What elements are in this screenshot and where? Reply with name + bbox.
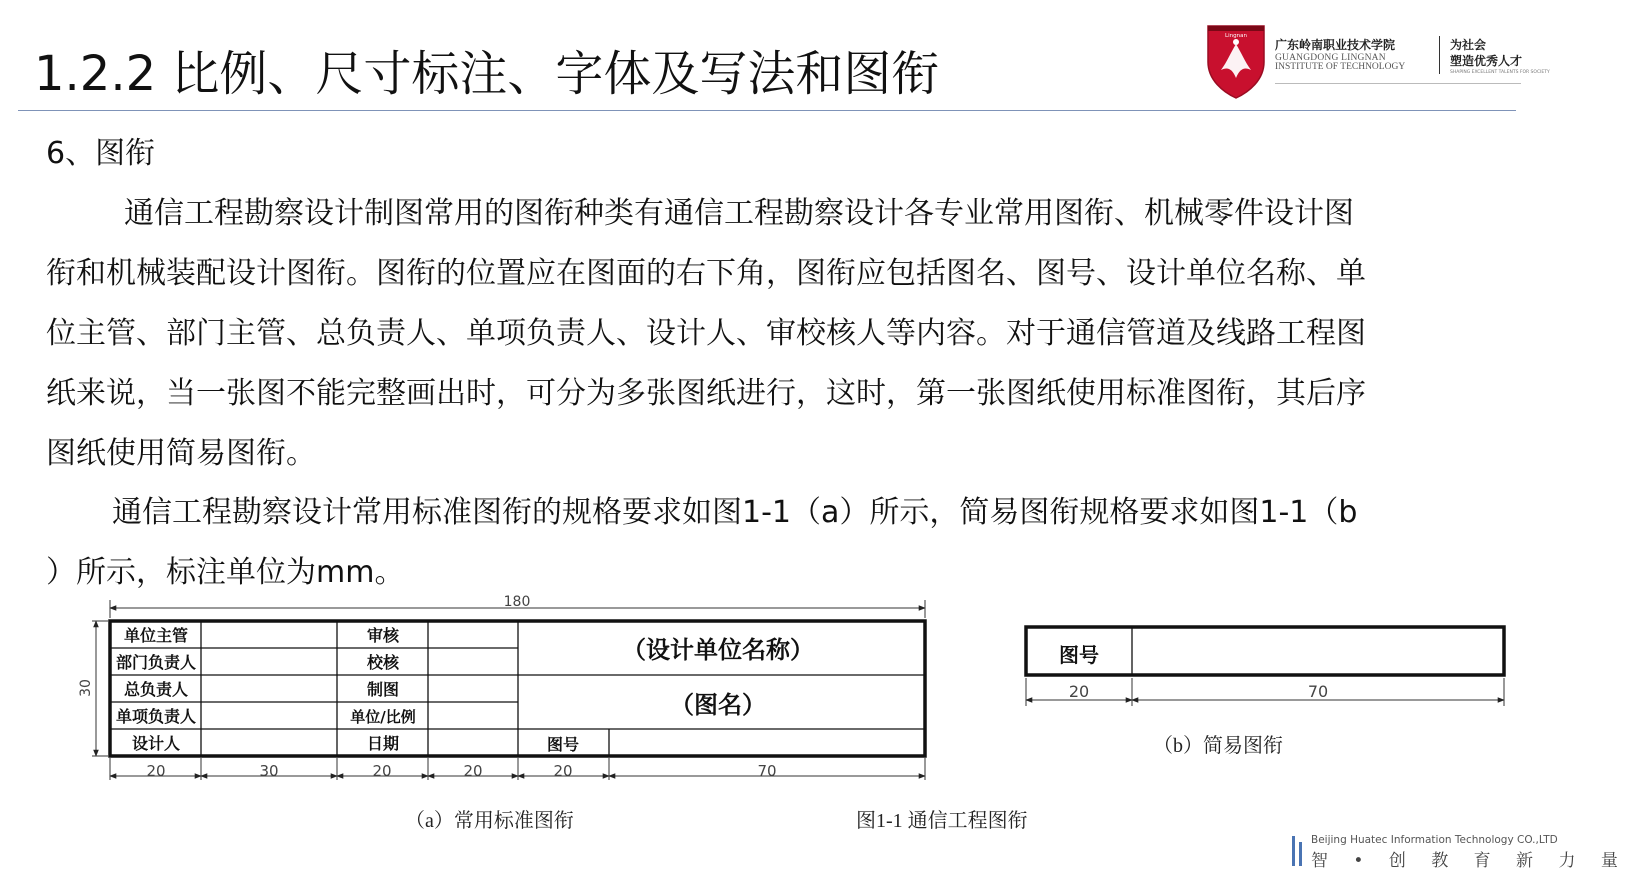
motto-line-1: 为社会 xyxy=(1450,38,1487,52)
label-designer: 设计人 xyxy=(131,734,181,753)
shield-emblem-icon xyxy=(1205,22,1267,100)
logo-underline xyxy=(1275,83,1521,84)
paragraph-1 xyxy=(46,184,1516,484)
dimension-col-1: 20 xyxy=(146,762,166,780)
simple-title-block-figure xyxy=(1010,610,1520,712)
label-chief-responsible: 总负责人 xyxy=(123,680,189,699)
dimension-total-width: 180 xyxy=(503,594,531,610)
school-name-en-2: INSTITUTE OF TECHNOLOGY xyxy=(1275,62,1406,72)
standard-title-block-figure xyxy=(68,588,938,788)
dimension-simple-col-2: 70 xyxy=(1307,682,1329,701)
section-heading: 6、图衔 xyxy=(46,136,156,171)
label-unit-supervisor: 单位主管 xyxy=(123,626,189,645)
label-date: 日期 xyxy=(366,734,400,753)
label-unit-scale: 单位/比例 xyxy=(350,708,416,726)
footer-branding xyxy=(1290,832,1628,872)
school-name-cn: 广东岭南职业技术学院 xyxy=(1275,38,1396,52)
figure-a-caption: （a）常用标准图衔 xyxy=(405,810,574,832)
label-review: 审核 xyxy=(366,626,400,645)
shield-text: Lingnan xyxy=(1225,33,1247,39)
label-check: 校核 xyxy=(366,653,400,672)
figure-b-caption: （b）简易图衔 xyxy=(1153,735,1283,757)
dimension-col-3: 20 xyxy=(372,762,392,780)
company-name-en: Beijing Huatec Information Technology CO.,LTD xyxy=(1311,834,1558,846)
school-name-en-1: GUANGDONG LINGNAN xyxy=(1275,53,1386,63)
dimension-simple-col-1: 20 xyxy=(1068,682,1090,701)
dimension-col-4: 20 xyxy=(463,762,483,780)
paragraph-line: 图纸使用简易图衔。 xyxy=(46,436,316,471)
label-drawing-number: 图号 xyxy=(546,735,580,754)
company-logo-icon xyxy=(1290,836,1306,866)
paragraph-line: ）所示，标注单位为mm。 xyxy=(46,555,405,590)
paragraph-2 xyxy=(46,483,1516,603)
dimension-col-6: 70 xyxy=(757,762,777,780)
company-slogan: 智 • 创 教 育 新 力 量 xyxy=(1311,851,1628,871)
paragraph-line: 位主管、部门主管、总负责人、单项负责人、设计人、审校核人等内容。对于通信管道及线路工程图 xyxy=(46,316,1366,351)
label-design-unit-name: （设计单位名称） xyxy=(622,636,814,664)
dimension-height: 30 xyxy=(78,679,94,697)
paragraph-line: 通信工程勘察设计制图常用的图衔种类有通信工程勘察设计各专业常用图衔、机械零件设计图 xyxy=(124,196,1354,231)
label-drafting: 制图 xyxy=(366,680,400,699)
label-dept-head: 部门负责人 xyxy=(115,653,197,672)
motto-en: SHAPING EXCELLENT TALENTS FOR SOCIETY xyxy=(1450,70,1550,75)
dimension-col-5: 20 xyxy=(553,762,573,780)
title-divider xyxy=(18,110,1516,111)
label-drawing-name: （图名） xyxy=(670,691,766,719)
paragraph-line: 衔和机械装配设计图衔。图衔的位置应在图面的右下角，图衔应包括图名、图号、设计单位名称、单 xyxy=(46,256,1366,291)
paragraph-line: 通信工程勘察设计常用标准图衔的规格要求如图1-1（a）所示，简易图衔规格要求如图1-1（b xyxy=(112,495,1358,530)
label-simple-drawing-number: 图号 xyxy=(1059,643,1099,667)
figure-main-caption: 图1-1 通信工程图衔 xyxy=(856,810,1028,832)
label-item-responsible: 单项负责人 xyxy=(115,707,197,726)
dimension-col-2: 30 xyxy=(259,762,279,780)
page-title: 1.2.2 比例、尺寸标注、字体及写法和图衔 xyxy=(34,46,940,102)
school-logo xyxy=(1205,22,1550,100)
motto-line-2: 塑造优秀人才 xyxy=(1450,54,1523,68)
paragraph-line: 纸来说，当一张图不能完整画出时，可分为多张图纸进行，这时，第一张图纸使用标准图衔，其后序 xyxy=(46,376,1366,411)
logo-separator xyxy=(1439,36,1440,74)
